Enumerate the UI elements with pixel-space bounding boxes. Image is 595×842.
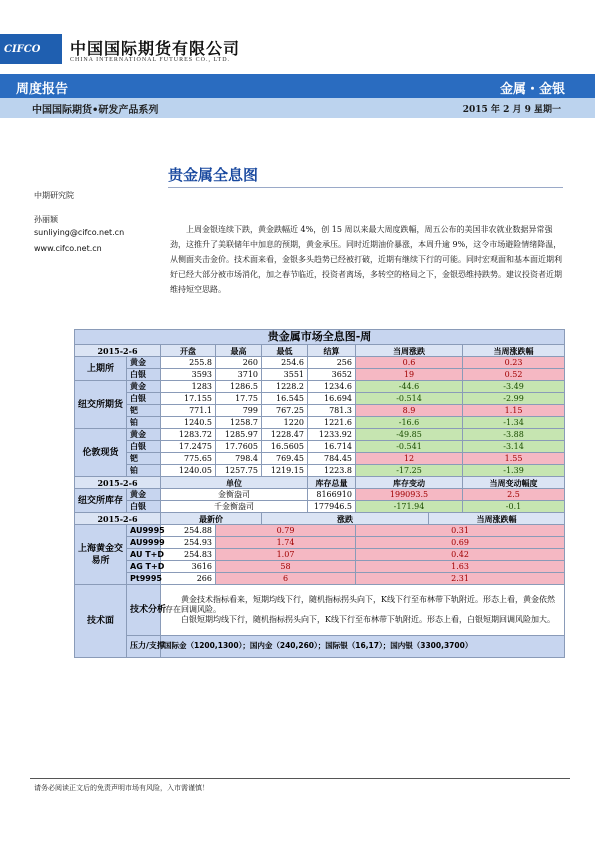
value-cell: 769.45 bbox=[262, 453, 308, 465]
change-pct-cell: 0.69 bbox=[356, 537, 565, 549]
row-label: 黄金 bbox=[127, 381, 161, 393]
change-pct-cell: -1.39 bbox=[463, 465, 565, 477]
header-date: 2015-2-6 bbox=[75, 477, 161, 489]
row-label: 钯 bbox=[127, 453, 161, 465]
change-pct-cell: -1.34 bbox=[463, 417, 565, 429]
company-name-cn: 中国国际期货有限公司 bbox=[70, 39, 241, 58]
change-pct-cell: 0.52 bbox=[463, 369, 565, 381]
change-cell: 199093.5 bbox=[356, 489, 463, 501]
change-cell: -49.85 bbox=[356, 429, 463, 441]
change-pct-cell: 0.42 bbox=[356, 549, 565, 561]
table-row bbox=[75, 417, 565, 429]
unit-cell: 千金衡盎司 bbox=[161, 501, 308, 513]
tech-gold-text: 黄金技术指标看来，短期均线下行，随机指标拐头向下，K线下行至布林带下轨附近。形态上看，黄金依然存在回调风险。 bbox=[165, 594, 555, 614]
row-label: 白银 bbox=[127, 393, 161, 405]
group-label: 上期所 bbox=[75, 357, 127, 381]
table-row bbox=[75, 357, 565, 369]
logo-mark: CIFCO bbox=[0, 34, 62, 64]
table-row bbox=[75, 513, 565, 525]
table-row bbox=[75, 635, 565, 657]
column-header: 最高 bbox=[216, 345, 262, 357]
table-row bbox=[75, 561, 565, 573]
row-label: 黄金 bbox=[127, 489, 161, 501]
value-cell: 3551 bbox=[262, 369, 308, 381]
change-cell: -44.6 bbox=[356, 381, 463, 393]
table-title: 贵金属市场全息图-周 bbox=[75, 330, 565, 345]
market-table bbox=[74, 329, 565, 658]
value-cell: 254.83 bbox=[161, 549, 216, 561]
support-levels: 国际金（1200,1300）；国内金（240,260）；国际银（16,17）；国内银（3300,3700） bbox=[161, 635, 565, 657]
value-cell: 254.93 bbox=[161, 537, 216, 549]
change-cell: 0.6 bbox=[356, 357, 463, 369]
change-cell: -17.25 bbox=[356, 465, 463, 477]
value-cell: 3710 bbox=[216, 369, 262, 381]
disclaimer: 请务必阅读正文后的免责声明市场有风险，入市需谨慎！ bbox=[34, 784, 209, 792]
value-cell: 1228.47 bbox=[262, 429, 308, 441]
row-label: 压力/支撑 bbox=[127, 635, 161, 657]
page-title: 贵金属全息图 bbox=[168, 166, 259, 184]
table-row bbox=[75, 405, 565, 417]
change-cell: -16.6 bbox=[356, 417, 463, 429]
value-cell: 17.75 bbox=[216, 393, 262, 405]
row-label: Pt9995 bbox=[127, 573, 161, 585]
series-banner bbox=[0, 98, 595, 118]
report-category: 金属・金银 bbox=[499, 82, 565, 97]
value-cell: 767.25 bbox=[262, 405, 308, 417]
table-row bbox=[75, 393, 565, 405]
dept-name: 中期研究院 bbox=[34, 191, 74, 200]
value-cell: 1285.97 bbox=[216, 429, 262, 441]
row-label: 黄金 bbox=[127, 429, 161, 441]
value-cell: 1220 bbox=[262, 417, 308, 429]
value-cell: 771.1 bbox=[161, 405, 216, 417]
table-row bbox=[75, 549, 565, 561]
footer-divider bbox=[30, 778, 570, 779]
report-type: 周度报告 bbox=[16, 82, 69, 97]
tech-silver-text: 白银短期均线下行，随机指标拐头向下，K线下行至布林带下轨附近。形态上看，白银短期回调风险加大。 bbox=[181, 614, 555, 624]
column-header: 当周涨跌幅 bbox=[429, 513, 565, 525]
value-cell: 1283.72 bbox=[161, 429, 216, 441]
column-header: 最低 bbox=[262, 345, 308, 357]
value-cell: 3652 bbox=[308, 369, 356, 381]
value-cell: 17.7605 bbox=[216, 441, 262, 453]
author-name: 孙丽颖 bbox=[34, 215, 58, 224]
report-banner bbox=[0, 74, 595, 98]
value-cell: 254.6 bbox=[262, 357, 308, 369]
change-cell: 19 bbox=[356, 369, 463, 381]
change-pct-cell: -3.14 bbox=[463, 441, 565, 453]
value-cell: 798.4 bbox=[216, 453, 262, 465]
value-cell: 1286.5 bbox=[216, 381, 262, 393]
row-label: 钯 bbox=[127, 405, 161, 417]
change-cell: 6 bbox=[216, 573, 356, 585]
column-header: 最新价 bbox=[161, 513, 262, 525]
row-label: 黄金 bbox=[127, 357, 161, 369]
table-row bbox=[75, 585, 565, 636]
change-cell: 58 bbox=[216, 561, 356, 573]
table-row bbox=[75, 441, 565, 453]
change-cell: 1.74 bbox=[216, 537, 356, 549]
change-pct-cell: 1.55 bbox=[463, 453, 565, 465]
change-cell: -0.541 bbox=[356, 441, 463, 453]
header-date: 2015-2-6 bbox=[75, 513, 161, 525]
value-cell: 1240.5 bbox=[161, 417, 216, 429]
table-row bbox=[75, 573, 565, 585]
row-label: AU9999 bbox=[127, 537, 161, 549]
table-row bbox=[75, 381, 565, 393]
value-cell: 16.714 bbox=[308, 441, 356, 453]
row-label: 铂 bbox=[127, 417, 161, 429]
value-cell: 1221.6 bbox=[308, 417, 356, 429]
value-cell: 255.8 bbox=[161, 357, 216, 369]
value-cell: 17.155 bbox=[161, 393, 216, 405]
column-header: 涨跌 bbox=[262, 513, 429, 525]
column-header: 当周涨跌 bbox=[356, 345, 463, 357]
value-cell: 1219.15 bbox=[262, 465, 308, 477]
change-pct-cell: 2.31 bbox=[356, 573, 565, 585]
value-cell: 8166910 bbox=[308, 489, 356, 501]
table-row bbox=[75, 465, 565, 477]
value-cell: 16.694 bbox=[308, 393, 356, 405]
row-label: AG T+D bbox=[127, 561, 161, 573]
value-cell: 254.88 bbox=[161, 525, 216, 537]
column-header: 当周涨跌幅 bbox=[463, 345, 565, 357]
column-header: 库存变动 bbox=[356, 477, 463, 489]
change-pct-cell: -3.88 bbox=[463, 429, 565, 441]
column-header: 开盘 bbox=[161, 345, 216, 357]
unit-cell: 金衡盎司 bbox=[161, 489, 308, 501]
row-label: 白银 bbox=[127, 441, 161, 453]
column-header: 结算 bbox=[308, 345, 356, 357]
change-pct-cell: 0.31 bbox=[356, 525, 565, 537]
row-label: 白银 bbox=[127, 501, 161, 513]
table-row bbox=[75, 345, 565, 357]
report-date: 2015 年 2 月 9 星期一 bbox=[462, 105, 561, 115]
change-cell: -171.94 bbox=[356, 501, 463, 513]
table-row bbox=[75, 489, 565, 501]
value-cell: 177946.5 bbox=[308, 501, 356, 513]
group-label: 纽交所期货 bbox=[75, 381, 127, 429]
change-pct-cell: 1.15 bbox=[463, 405, 565, 417]
author-email[interactable]: sunliying@cifco.net.cn bbox=[34, 228, 125, 237]
value-cell: 16.545 bbox=[262, 393, 308, 405]
row-label: 白银 bbox=[127, 369, 161, 381]
table-row bbox=[75, 330, 565, 345]
row-label: 技术分析 bbox=[127, 585, 161, 636]
value-cell: 1234.6 bbox=[308, 381, 356, 393]
table-row bbox=[75, 453, 565, 465]
summary-paragraph: 上周金银连续下跌，黄金跌幅近 4%，创 15 周以来最大周度跌幅，周五公布的美国非农就业数据异常强劲，这推升了美联储年中加息的预期，黄金承压。同时近期油价暴涨，本周升逾 9%，这令市场避险情绪降温，从侧面夹击金价。技术面来看，金银多头趋势已经被打破，近期有继续下行的可能。同时宏观面和基本面近期利好已经大部分被市场消化，加之春节临近，投资者离场，多转空的格局之下，金银恐维持跌势。建议投资者近期维持短空思路。 bbox=[170, 225, 562, 294]
change-cell: 8.9 bbox=[356, 405, 463, 417]
table-row bbox=[75, 369, 565, 381]
change-pct-cell: -0.1 bbox=[463, 501, 565, 513]
change-pct-cell: 2.5 bbox=[463, 489, 565, 501]
title-divider bbox=[168, 187, 563, 188]
column-header: 库存总量 bbox=[308, 477, 356, 489]
value-cell: 781.3 bbox=[308, 405, 356, 417]
header-date: 2015-2-6 bbox=[75, 345, 161, 357]
change-pct-cell: 1.63 bbox=[356, 561, 565, 573]
table-row bbox=[75, 477, 565, 489]
value-cell: 256 bbox=[308, 357, 356, 369]
value-cell: 775.65 bbox=[161, 453, 216, 465]
change-cell: 0.79 bbox=[216, 525, 356, 537]
change-pct-cell: 0.23 bbox=[463, 357, 565, 369]
row-label: AU T+D bbox=[127, 549, 161, 561]
value-cell: 1240.05 bbox=[161, 465, 216, 477]
table-row bbox=[75, 525, 565, 537]
tech-analysis-text bbox=[161, 585, 565, 636]
group-label: 伦敦现货 bbox=[75, 429, 127, 477]
value-cell: 1258.7 bbox=[216, 417, 262, 429]
change-cell: 12 bbox=[356, 453, 463, 465]
value-cell: 799 bbox=[216, 405, 262, 417]
column-header: 当周变动幅度 bbox=[463, 477, 565, 489]
table-row bbox=[75, 501, 565, 513]
website-link[interactable]: www.cifco.net.cn bbox=[34, 244, 102, 253]
row-label: AU9995 bbox=[127, 525, 161, 537]
group-label: 技术面 bbox=[75, 585, 127, 658]
value-cell: 3616 bbox=[161, 561, 216, 573]
group-label: 纽交所库存 bbox=[75, 489, 127, 513]
row-label: 铂 bbox=[127, 465, 161, 477]
value-cell: 1223.8 bbox=[308, 465, 356, 477]
column-header: 单位 bbox=[161, 477, 308, 489]
value-cell: 784.45 bbox=[308, 453, 356, 465]
value-cell: 1257.75 bbox=[216, 465, 262, 477]
value-cell: 260 bbox=[216, 357, 262, 369]
value-cell: 1233.92 bbox=[308, 429, 356, 441]
table-row bbox=[75, 537, 565, 549]
value-cell: 266 bbox=[161, 573, 216, 585]
table-row bbox=[75, 429, 565, 441]
value-cell: 3593 bbox=[161, 369, 216, 381]
group-label: 上海黄金交易所 bbox=[75, 525, 127, 585]
value-cell: 17.2475 bbox=[161, 441, 216, 453]
value-cell: 1283 bbox=[161, 381, 216, 393]
change-cell: -0.514 bbox=[356, 393, 463, 405]
change-cell: 1.07 bbox=[216, 549, 356, 561]
series-name: 中国国际期货•研发产品系列 bbox=[32, 105, 159, 116]
change-pct-cell: -3.49 bbox=[463, 381, 565, 393]
value-cell: 16.5605 bbox=[262, 441, 308, 453]
value-cell: 1228.2 bbox=[262, 381, 308, 393]
company-name-en: CHINA INTERNATIONAL FUTURES CO., LTD. bbox=[70, 57, 231, 63]
change-pct-cell: -2.99 bbox=[463, 393, 565, 405]
